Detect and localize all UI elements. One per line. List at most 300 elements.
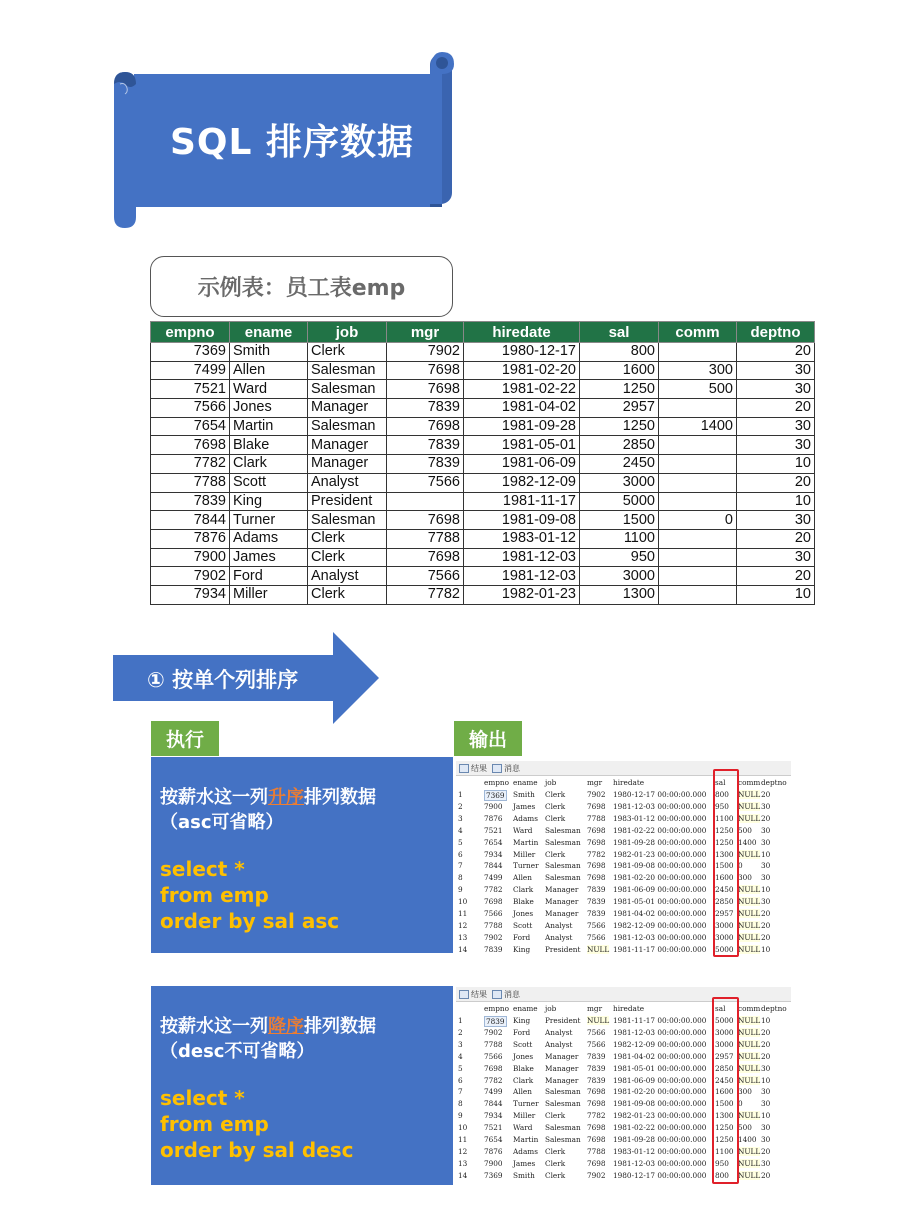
result-row-number[interactable]: 13 [458, 932, 468, 942]
result-cell: 2850 [715, 1063, 734, 1073]
result-cell: 3000 [715, 932, 734, 942]
result-cell: 1981-02-20 00:00:00.000 [613, 873, 707, 883]
result-row-number[interactable]: 12 [458, 1146, 468, 1156]
emp-cell-comm [659, 399, 737, 418]
result-header-empno: empno [484, 778, 510, 787]
result-cell: 30 [761, 897, 771, 907]
result-cell: Turner [513, 861, 539, 871]
title-banner [112, 52, 455, 228]
result-header-hiredate: hiredate [613, 1004, 645, 1013]
emp-header-hiredate: hiredate [464, 322, 580, 343]
emp-cell-empno: 7521 [151, 380, 230, 399]
result-cell: 30 [761, 873, 771, 883]
result-cell: Clerk [545, 813, 566, 823]
result-cell: Clark [513, 1075, 534, 1085]
result-cell: 7698 [587, 1135, 606, 1144]
result-cell: 1981-09-28 00:00:00.000 [613, 1135, 707, 1144]
emp-cell-job: Clerk [308, 585, 387, 604]
emp-cell-job: President [308, 492, 387, 511]
emp-cell-sal: 1250 [580, 417, 659, 436]
emp-header-mgr: mgr [387, 322, 464, 343]
result-row-number[interactable]: 9 [458, 885, 463, 895]
emp-cell-job: Clerk [308, 343, 387, 362]
result-cell: 7902 [587, 790, 606, 799]
result-cell: 7782 [587, 1111, 606, 1121]
emp-cell-deptno: 20 [737, 399, 815, 418]
result-cell: 10 [761, 849, 771, 859]
emp-cell-hiredate: 1981-12-03 [464, 548, 580, 567]
emp-cell-mgr: 7698 [387, 511, 464, 530]
result-cell: 1981-12-03 00:00:00.000 [613, 932, 707, 942]
emp-cell-empno: 7499 [151, 361, 230, 380]
result-cell: 1981-02-22 00:00:00.000 [613, 1123, 707, 1133]
result-cell: NULL [738, 849, 761, 859]
emp-table-header [151, 322, 815, 343]
emp-header-comm: comm [659, 322, 737, 343]
emp-cell-ename: Smith [230, 343, 308, 362]
result-cell: NULL [738, 1111, 761, 1121]
result-cell: 800 [715, 1170, 729, 1180]
result-cell: 7900 [484, 801, 503, 811]
result-cell: 2450 [715, 1075, 734, 1085]
result-cell: 7654 [484, 1135, 503, 1144]
result-cell: 20 [761, 909, 771, 918]
results-tab[interactable]: 结果 [459, 989, 487, 1000]
table-row [151, 436, 815, 455]
result-cell: NULL [738, 885, 761, 895]
result-cell: Smith [513, 1170, 535, 1180]
result-cell: 7782 [587, 849, 606, 859]
emp-cell-mgr: 7782 [387, 585, 464, 604]
emp-cell-mgr: 7698 [387, 417, 464, 436]
table-row [151, 492, 815, 511]
emp-cell-deptno: 30 [737, 511, 815, 530]
emp-cell-comm: 0 [659, 511, 737, 530]
result-cell: NULL [738, 920, 761, 930]
messages-tab[interactable]: 消息 [492, 763, 520, 774]
result-cell: Clerk [545, 1146, 566, 1156]
emp-cell-empno: 7902 [151, 567, 230, 586]
result-cell: 7566 [587, 920, 606, 930]
emp-cell-comm [659, 343, 737, 362]
result-cell: Analyst [545, 920, 573, 930]
emp-cell-sal: 1500 [580, 511, 659, 530]
page-title: SQL 排序数据 [169, 122, 414, 163]
result-cell: Allen [513, 873, 532, 883]
emp-cell-deptno: 20 [737, 529, 815, 548]
emp-cell-ename: Adams [230, 529, 308, 548]
result-cell: Clerk [545, 1111, 566, 1121]
result-row-number[interactable]: 4 [458, 1051, 463, 1061]
emp-cell-sal: 1100 [580, 529, 659, 548]
result-row-number[interactable]: 13 [458, 1158, 468, 1168]
emp-cell-sal: 2957 [580, 399, 659, 418]
result-row-number[interactable]: 10 [458, 1123, 468, 1133]
emp-header-deptno: deptno [737, 322, 815, 343]
result-header-job: job [545, 778, 557, 787]
emp-cell-ename: Miller [230, 585, 308, 604]
result-cell: 7566 [587, 932, 606, 942]
emp-cell-hiredate: 1983-01-12 [464, 529, 580, 548]
result-cell: 7876 [484, 1146, 503, 1156]
emp-cell-job: Analyst [308, 473, 387, 492]
asc-note: （asc可省略） [160, 812, 284, 833]
result-cell: 1600 [715, 873, 734, 883]
result-row-number[interactable]: 14 [458, 944, 468, 954]
result-cell: 2957 [715, 1051, 734, 1061]
result-row-number[interactable]: 6 [458, 849, 463, 859]
desc-code-line-1: select * [160, 1086, 245, 1110]
result-row-number[interactable]: 6 [458, 1075, 463, 1085]
result-cell: NULL [738, 909, 761, 918]
result-cell: 3000 [715, 1027, 734, 1037]
emp-cell-hiredate: 1981-11-17 [464, 492, 580, 511]
emp-cell-sal: 2850 [580, 436, 659, 455]
result-cell: 2957 [715, 909, 734, 918]
emp-cell-empno: 7369 [151, 343, 230, 362]
table-row [151, 567, 815, 586]
result-cell: Adams [513, 813, 538, 823]
result-cell: Salesman [545, 1099, 581, 1109]
result-cell: 30 [761, 1123, 771, 1133]
result-cell: 7566 [484, 1051, 503, 1061]
result-cell: Clerk [545, 1170, 566, 1180]
result-cell: Salesman [545, 1123, 581, 1133]
result-row-number[interactable]: 4 [458, 825, 463, 835]
emp-header-empno: empno [151, 322, 230, 343]
emp-header-sal: sal [580, 322, 659, 343]
emp-cell-hiredate: 1982-12-09 [464, 473, 580, 492]
emp-cell-mgr: 7698 [387, 380, 464, 399]
result-cell: 20 [761, 1170, 771, 1180]
result-cell: 800 [715, 790, 729, 799]
emp-cell-mgr: 7698 [387, 361, 464, 380]
emp-cell-hiredate: 1981-02-22 [464, 380, 580, 399]
emp-cell-empno: 7844 [151, 511, 230, 530]
result-cell: 30 [761, 801, 771, 811]
result-cell: NULL [738, 897, 761, 907]
emp-cell-ename: Clark [230, 455, 308, 474]
result-cell: 7698 [484, 1063, 503, 1073]
result-cell: Salesman [545, 837, 581, 847]
desc-keyword: 降序 [268, 1016, 304, 1037]
result-cell: 5000 [715, 944, 734, 954]
result-cell: Jones [513, 1051, 534, 1061]
result-cell: 7698 [587, 801, 606, 811]
result-cell: 7788 [484, 920, 503, 930]
table-row [151, 380, 815, 399]
asc-keyword: 升序 [268, 787, 304, 808]
result-cell: 1981-05-01 00:00:00.000 [613, 1063, 707, 1073]
result-cell: 3000 [715, 920, 734, 930]
result-row-number[interactable]: 1 [458, 1016, 463, 1025]
result-cell: 0 [738, 861, 743, 871]
result-row-number[interactable]: 2 [458, 1027, 463, 1037]
result-cell: 1982-12-09 00:00:00.000 [613, 1039, 707, 1049]
result-cell: Allen [513, 1087, 532, 1097]
result-cell: NULL [587, 944, 610, 954]
result-row-number[interactable]: 9 [458, 1111, 463, 1121]
result-cell: 7839 [587, 1051, 606, 1061]
emp-cell-mgr: 7788 [387, 529, 464, 548]
result-row-number[interactable]: 1 [458, 790, 463, 799]
emp-cell-ename: Jones [230, 399, 308, 418]
emp-cell-comm [659, 529, 737, 548]
result-cell: 20 [761, 1051, 771, 1061]
result-row-number[interactable]: 14 [458, 1170, 468, 1180]
result-cell: 7521 [484, 825, 503, 835]
result-cell: 1982-12-09 00:00:00.000 [613, 920, 707, 930]
result-cell: Manager [545, 885, 579, 895]
result-row-number[interactable]: 8 [458, 873, 463, 883]
result-cell: 1981-04-02 00:00:00.000 [613, 1051, 707, 1061]
emp-cell-hiredate: 1981-06-09 [464, 455, 580, 474]
result-header-comm: comm [738, 778, 761, 787]
emp-cell-ename: Scott [230, 473, 308, 492]
emp-cell-sal: 1250 [580, 380, 659, 399]
result-row-number[interactable]: 5 [458, 837, 463, 847]
result-header-empno: empno [484, 1004, 510, 1013]
result-cell: NULL [738, 801, 761, 811]
result-cell: 10 [761, 885, 771, 895]
emp-cell-hiredate: 1981-04-02 [464, 399, 580, 418]
emp-cell-deptno: 30 [737, 380, 815, 399]
asc-code-line-1: select * [160, 857, 245, 881]
result-cell: NULL [738, 1158, 761, 1168]
result-cell: 30 [761, 861, 771, 871]
emp-cell-ename: Allen [230, 361, 308, 380]
emp-cell-ename: Ford [230, 567, 308, 586]
result-cell: 950 [715, 801, 729, 811]
emp-cell-sal: 1600 [580, 361, 659, 380]
result-cell: 7698 [587, 873, 606, 883]
result-cell: 7698 [587, 1087, 606, 1097]
result-cell: 7902 [484, 1027, 503, 1037]
result-cell: Analyst [545, 1039, 573, 1049]
emp-cell-hiredate: 1982-01-23 [464, 585, 580, 604]
emp-cell-ename: Ward [230, 380, 308, 399]
result-cell: 1500 [715, 1099, 734, 1109]
result-cell: 10 [761, 1016, 771, 1025]
emp-cell-empno: 7566 [151, 399, 230, 418]
emp-cell-job: Clerk [308, 548, 387, 567]
result-cell: 7844 [484, 861, 503, 871]
emp-cell-deptno: 30 [737, 361, 815, 380]
result-cell: 7839 [587, 1075, 606, 1085]
result-cell: 1981-09-28 00:00:00.000 [613, 837, 707, 847]
result-cell: 7902 [587, 1170, 606, 1180]
result-cell: Salesman [545, 1087, 581, 1097]
result-cell: 7788 [587, 813, 606, 823]
result-cell: Analyst [545, 1027, 573, 1037]
asc-code-line-2: from emp [160, 883, 269, 907]
emp-cell-ename: Blake [230, 436, 308, 455]
result-cell: 950 [715, 1158, 729, 1168]
result-cell: 7782 [484, 1075, 503, 1085]
result-cell: 1250 [715, 825, 734, 835]
result-cell: 20 [761, 1027, 771, 1037]
emp-cell-deptno: 30 [737, 417, 815, 436]
result-cell: Miller [513, 849, 536, 859]
emp-cell-deptno: 10 [737, 492, 815, 511]
result-cell: 30 [761, 1063, 771, 1073]
result-cell: 7654 [484, 837, 503, 847]
result-header-job: job [545, 1004, 557, 1013]
result-cell: 7839 [486, 1017, 505, 1026]
messages-tab[interactable]: 消息 [492, 989, 520, 1000]
message-icon [492, 990, 502, 999]
result-cell: Ford [513, 932, 531, 942]
result-cell: Scott [513, 1039, 533, 1049]
result-row-number[interactable]: 12 [458, 920, 468, 930]
result-row-number[interactable]: 11 [458, 909, 468, 918]
result-cell: Martin [513, 1135, 539, 1144]
emp-cell-empno: 7934 [151, 585, 230, 604]
result-cell: 1983-01-12 00:00:00.000 [613, 813, 707, 823]
result-cell: King [513, 944, 531, 954]
result-cell: 1600 [715, 1087, 734, 1097]
emp-cell-empno: 7698 [151, 436, 230, 455]
result-cell: 1981-11-17 00:00:00.000 [613, 944, 707, 954]
emp-cell-sal: 2450 [580, 455, 659, 474]
table-row [151, 399, 815, 418]
emp-cell-comm: 1400 [659, 417, 737, 436]
result-cell: Ward [513, 825, 533, 835]
result-row-number[interactable]: 3 [458, 1039, 463, 1049]
result-cell: 20 [761, 790, 771, 799]
result-cell: President [545, 944, 581, 954]
result-cell: 1981-02-20 00:00:00.000 [613, 1087, 707, 1097]
results-tab[interactable]: 结果 [459, 763, 487, 774]
result-cell: 7566 [484, 909, 503, 918]
emp-cell-comm [659, 567, 737, 586]
emp-cell-empno: 7839 [151, 492, 230, 511]
result-cell: Manager [545, 909, 579, 918]
emp-cell-job: Salesman [308, 417, 387, 436]
result-cell: 7934 [484, 1111, 503, 1121]
emp-cell-job: Salesman [308, 361, 387, 380]
emp-cell-ename: Martin [230, 417, 308, 436]
result-cell: James [513, 801, 536, 811]
result-cell: 10 [761, 944, 771, 954]
emp-cell-comm [659, 436, 737, 455]
result-cell: 1500 [715, 861, 734, 871]
desc-code-line-3: order by sal desc [160, 1138, 354, 1162]
result-cell: 7521 [484, 1123, 503, 1133]
result-cell: James [513, 1158, 536, 1168]
result-cell: 7566 [587, 1027, 606, 1037]
emp-cell-empno: 7876 [151, 529, 230, 548]
desc-sal-highlight [712, 997, 739, 1184]
table-row [151, 361, 815, 380]
emp-cell-comm [659, 455, 737, 474]
emp-cell-deptno: 10 [737, 455, 815, 474]
result-cell: NULL [738, 1016, 761, 1025]
output-tag: 输出 [454, 721, 522, 756]
result-row-number[interactable]: 7 [458, 861, 463, 871]
result-row-number[interactable]: 8 [458, 1099, 463, 1109]
emp-cell-empno: 7782 [151, 455, 230, 474]
emp-cell-hiredate: 1981-09-28 [464, 417, 580, 436]
result-cell: NULL [738, 1146, 761, 1156]
result-cell: Ward [513, 1123, 533, 1133]
result-cell: NULL [738, 932, 761, 942]
result-cell: Clark [513, 885, 534, 895]
result-row-number[interactable]: 3 [458, 813, 463, 823]
asc-query-panel [151, 757, 453, 953]
emp-cell-sal: 950 [580, 548, 659, 567]
result-cell: 1981-12-03 00:00:00.000 [613, 801, 707, 811]
result-cell: 1300 [715, 849, 734, 859]
result-cell: NULL [738, 790, 761, 799]
table-row [151, 548, 815, 567]
result-cell: Analyst [545, 932, 573, 942]
result-row-number[interactable]: 10 [458, 897, 468, 907]
result-header-sal: sal [715, 778, 726, 787]
result-cell: NULL [587, 1016, 610, 1025]
result-cell: 7900 [484, 1158, 503, 1168]
result-cell: 7876 [484, 813, 503, 823]
emp-cell-mgr: 7839 [387, 455, 464, 474]
desc-note: （desc不可省略） [160, 1041, 315, 1062]
result-row-number[interactable]: 7 [458, 1087, 463, 1097]
result-cell: Manager [545, 897, 579, 907]
result-header-comm: comm [738, 1004, 761, 1013]
emp-cell-sal: 3000 [580, 567, 659, 586]
emp-cell-hiredate: 1981-05-01 [464, 436, 580, 455]
result-cell: 7782 [484, 885, 503, 895]
desc-query-panel [151, 986, 453, 1185]
result-cell: 20 [761, 932, 771, 942]
emp-cell-ename: Turner [230, 511, 308, 530]
asc-result-tabs [456, 761, 791, 776]
asc-description: 按薪水这一列升序排列数据 [160, 787, 376, 808]
emp-cell-job: Salesman [308, 380, 387, 399]
result-cell: 7844 [484, 1099, 503, 1109]
result-cell: 500 [738, 1123, 752, 1133]
asc-result-grid [456, 761, 791, 955]
emp-cell-ename: King [230, 492, 308, 511]
result-header-hiredate: hiredate [613, 778, 645, 787]
result-cell: NULL [738, 1039, 761, 1049]
emp-cell-comm [659, 585, 737, 604]
result-row-number[interactable]: 11 [458, 1135, 468, 1144]
table-row [151, 455, 815, 474]
result-cell: 7698 [587, 861, 606, 871]
result-cell: 30 [761, 837, 771, 847]
result-header-ename: ename [513, 778, 538, 787]
result-cell: 1400 [738, 837, 757, 847]
result-cell: 2450 [715, 885, 734, 895]
emp-cell-deptno: 30 [737, 436, 815, 455]
table-row [151, 343, 815, 362]
emp-cell-job: Manager [308, 399, 387, 418]
emp-cell-deptno: 20 [737, 473, 815, 492]
result-cell: Salesman [545, 1135, 581, 1144]
result-cell: Manager [545, 1063, 579, 1073]
result-cell: NULL [738, 1170, 761, 1180]
result-cell: 7698 [484, 897, 503, 907]
result-row-number[interactable]: 5 [458, 1063, 463, 1073]
result-cell: 30 [761, 1099, 771, 1109]
emp-cell-mgr: 7839 [387, 436, 464, 455]
result-cell: 500 [738, 825, 752, 835]
result-cell: 20 [761, 1039, 771, 1049]
emp-cell-deptno: 20 [737, 567, 815, 586]
result-header-sal: sal [715, 1004, 726, 1013]
result-row-number[interactable]: 2 [458, 801, 463, 811]
result-cell: 7839 [587, 897, 606, 907]
